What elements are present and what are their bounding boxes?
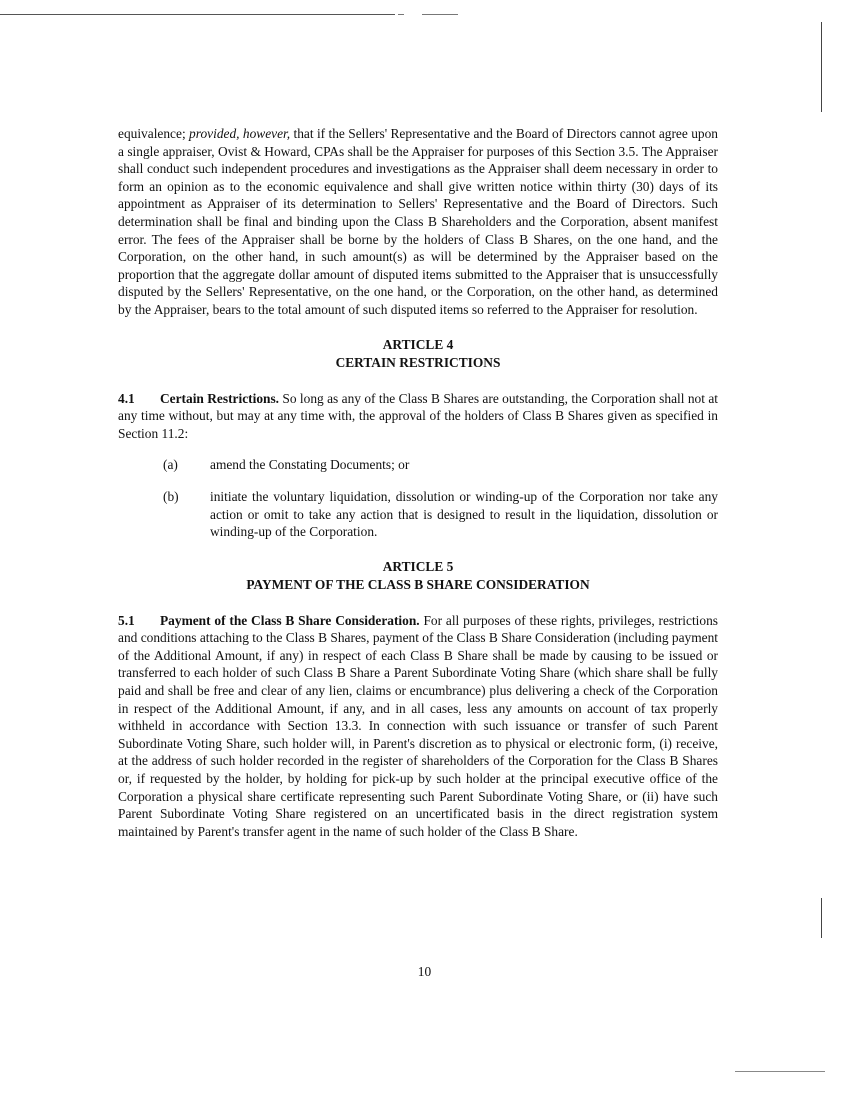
scan-artifact-right-edge: [821, 22, 822, 112]
scan-artifact-dash: [398, 14, 404, 15]
intro-body: that if the Sellers' Representative and the Board of Directors cannot agree upon a single appraiser, Ovist & Howard, CPAs shall be the Appraiser for purposes of this Section 3.5. The Appraiser shall conduct such independent procedures and investigations as the Appraiser shall deem necessary in order to form an opinion as to the economic equivalence and shall give written notice within thirty (30) days of its appointment as Appraiser of its determination to Sellers' Representative and the Board of Directors. Such determination shall be final and binding upon the Class B Shareholders and the Corporation, absent manifest error. The fees of the Appraiser shall be borne by the holders of Class B Shares, on the one hand, and the Corporation, on the other hand, in such amount(s) as will be determined by the Appraiser based on the proportion that the aggregate dollar amount of disputed items submitted to the Appraiser that is unsuccessfully disputed by the Sellers' Representative, on the one hand, or the Corporation, on the other hand, as determined by the Appraiser, bears to the total amount of such disputed items so referred to the Appraiser for resolution.: [118, 126, 718, 317]
section-4-1-body: So long as any of the Class B Shares are outstanding, the Corporation shall not at any time without, but may at any time with, the approval of the holders of Class B Shares given as specified in Section 11.2:: [118, 390, 718, 441]
scan-artifact-right-edge: [821, 898, 822, 938]
list-item-label: (a): [163, 457, 178, 473]
list-item-text: initiate the voluntary liquidation, dissolution or winding-up of the Corporation nor take any action or omit to take any action that is designed to result in the liquidation, dissolution or winding-up of the Corporation.: [210, 488, 718, 540]
list-item-label: (b): [163, 488, 179, 504]
section-4-1-title: Certain Restrictions.: [160, 390, 280, 406]
section-5-1: [118, 612, 718, 841]
article-4-title: CERTAIN RESTRICTIONS: [335, 354, 501, 370]
intro-lead: equivalence;: [118, 126, 190, 141]
article-5-heading: [118, 558, 718, 594]
page-number: 10: [417, 964, 432, 979]
section-4-1: [118, 390, 718, 443]
section-5-1-body: For all purposes of these rights, privileges, restrictions and conditions attaching to the Class B Shares, payment of the Class B Share Consideration (including payment of the Additional Amount, if any) in respect of each Class B Share shall be made by causing to be issued or transferred to each holder of such Class B Share a Parent Subordinate Voting Share (which share shall be fully paid and shall be free and clear of any lien, claims or encumbrance) plus delivering a check of the Corporation in respect of the Additional Amount, if any, and in all cases, less any amounts on account of tax properly withheld in accordance with Section 13.3. In connection with such issuance or transfer of such Parent Subordinate Voting Share, such holder will, in Parent's discretion as to physical or electronic form, (i) receive, at the address of such holder recorded in the register of shareholders of the Corporation for the Class B Shares or, if requested by the holder, by holding for pick-up by such holder at the principal executive office of the Corporation a physical share certificate representing such Parent Subordinate Voting Share, or (ii) have such Parent Subordinate Voting Share registered on an uncertificated basis in the direct registration system maintained by Parent's transfer agent in the name of such holder of the Class B Share.: [118, 612, 718, 839]
article-5-title: PAYMENT OF THE CLASS B SHARE CONSIDERATION: [246, 576, 590, 592]
scan-artifact-top-rule: [0, 14, 395, 15]
scan-artifact-bottom-rule: [735, 1071, 825, 1072]
scan-artifact-dash: [422, 14, 458, 15]
list-item: [163, 456, 718, 474]
article-4-number: ARTICLE 4: [382, 336, 454, 352]
section-5-1-number: 5.1: [118, 612, 135, 628]
document-body: [118, 125, 718, 840]
intro-paragraph: [118, 125, 718, 319]
list-item-text: amend the Constating Documents; or: [210, 457, 410, 473]
article-5-number: ARTICLE 5: [382, 558, 454, 574]
section-5-1-title: Payment of the Class B Share Consideration.: [160, 612, 420, 628]
article-4-heading: [118, 336, 718, 372]
intro-proviso: provided, however,: [189, 126, 291, 141]
list-item: [163, 488, 718, 541]
section-4-1-number: 4.1: [118, 390, 135, 406]
